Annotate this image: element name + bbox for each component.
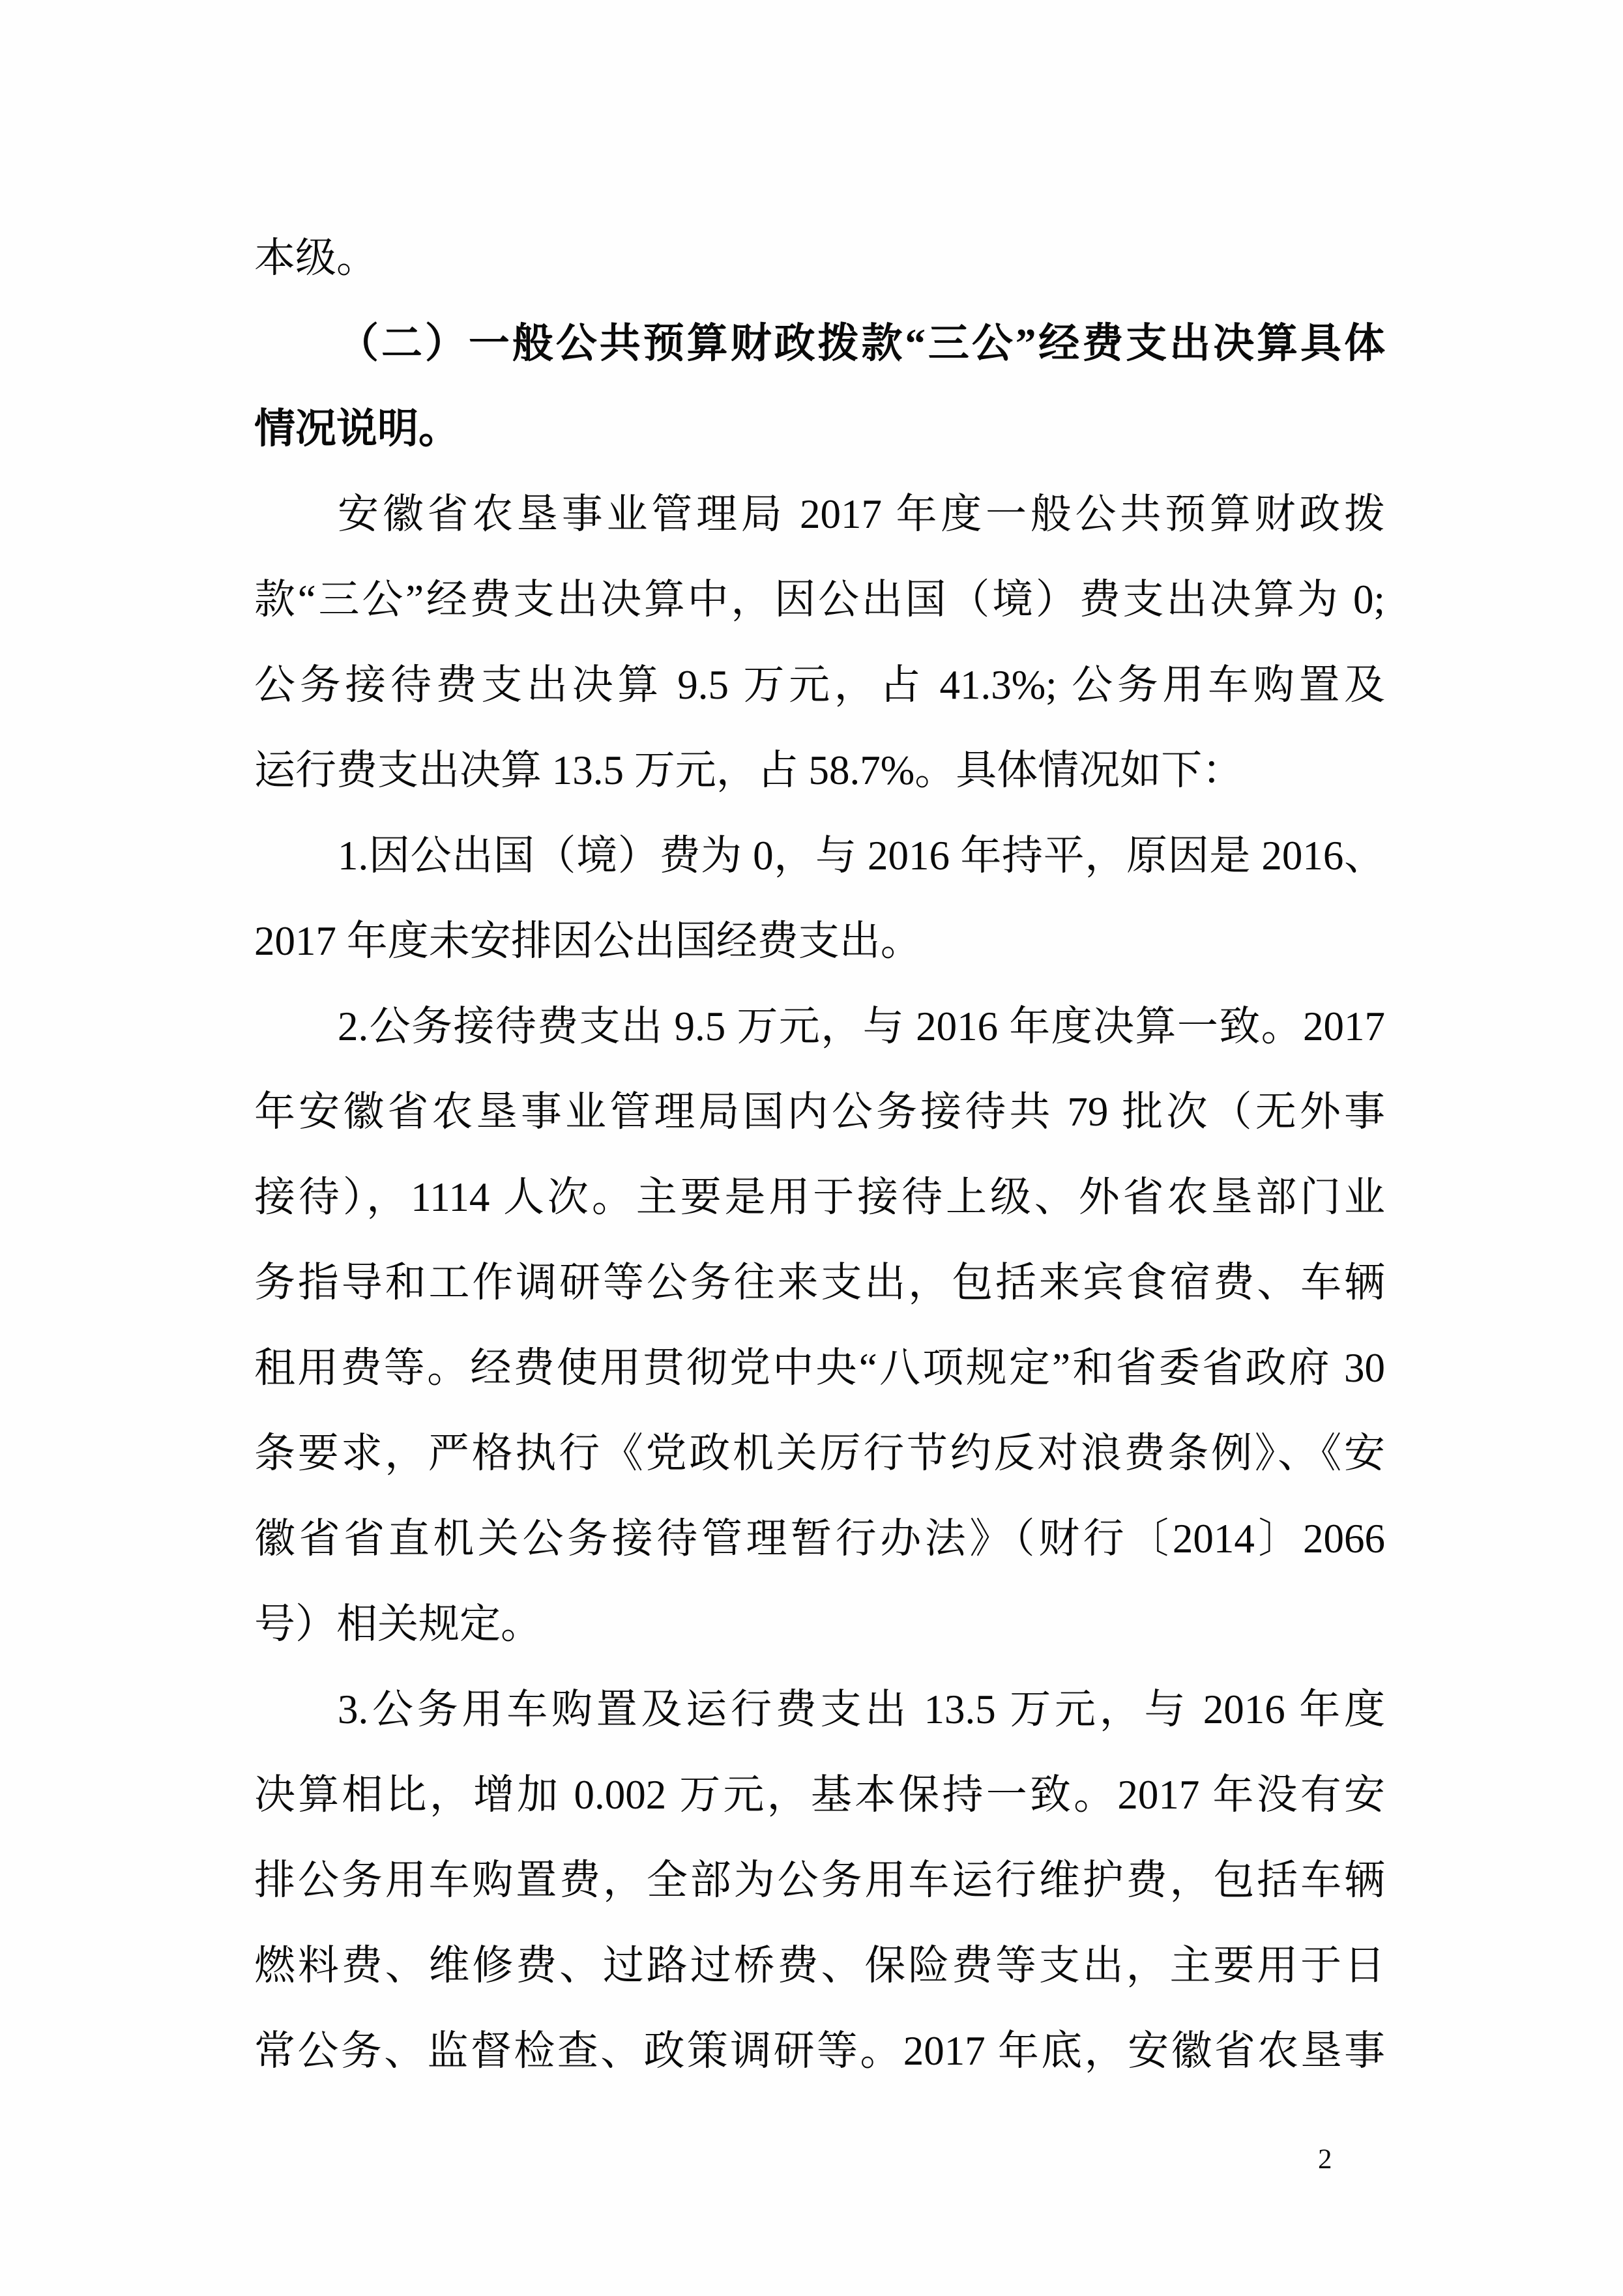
- text-line: 接待），1114 人次。主要是用于接待上级、外省农垦部门业: [254, 1174, 1385, 1220]
- text-line: 3.公务用车购置及运行费支出 13.5 万元，与 2016 年度: [338, 1687, 1385, 1732]
- text-line: 运行费支出决算 13.5 万元，占 58.7%。具体情况如下：: [254, 748, 1244, 793]
- text-line: 号）相关规定。: [254, 1601, 542, 1647]
- text-line: 租用费等。经费使用贯彻党中央“八项规定”和省委省政府 30: [254, 1345, 1385, 1391]
- text-line: 务指导和工作调研等公务往来支出，包括来宾食宿费、车辆: [254, 1260, 1385, 1305]
- text-line: 常公务、监督检查、政策调研等。2017 年底，安徽省农垦事: [254, 2028, 1385, 2074]
- section-heading-line: （二）一般公共预算财政拨款“三公”经费支出决算具体: [338, 321, 1385, 366]
- section-heading-line: 情况说明。: [254, 406, 460, 452]
- text-line: 公务接待费支出决算 9.5 万元，占 41.3%; 公务用车购置及: [254, 662, 1385, 708]
- text-line: 燃料费、维修费、过路过桥费、保险费等支出，主要用于日: [254, 1943, 1385, 1988]
- text-line: 徽省省直机关公务接待管理暂行办法》（财行〔2014〕2066: [254, 1516, 1385, 1562]
- text-line: 款“三公”经费支出决算中，因公出国（境）费支出决算为 0;: [254, 577, 1385, 622]
- text-line: 1.因公出国（境）费为 0，与 2016 年持平，原因是 2016、: [338, 833, 1385, 879]
- text-line: 2.公务接待费支出 9.5 万元，与 2016 年度决算一致。2017: [338, 1004, 1385, 1049]
- text-line: 安徽省农垦事业管理局 2017 年度一般公共预算财政拨: [338, 491, 1385, 537]
- text-line: 年安徽省农垦事业管理局国内公务接待共 79 批次（无外事: [254, 1089, 1385, 1135]
- document-body: [254, 216, 1385, 2094]
- page-number: 2: [1318, 2144, 1332, 2175]
- text-line: 本级。: [254, 235, 377, 281]
- text-line: 排公务用车购置费，全部为公务用车运行维护费，包括车辆: [254, 1857, 1385, 1903]
- text-line: 2017 年度未安排因公出国经费支出。: [254, 918, 922, 964]
- text-line: 条要求，严格执行《党政机关厉行节约反对浪费条例》、《安: [254, 1431, 1385, 1476]
- text-line: 决算相比，增加 0.002 万元，基本保持一致。2017 年没有安: [254, 1772, 1385, 1818]
